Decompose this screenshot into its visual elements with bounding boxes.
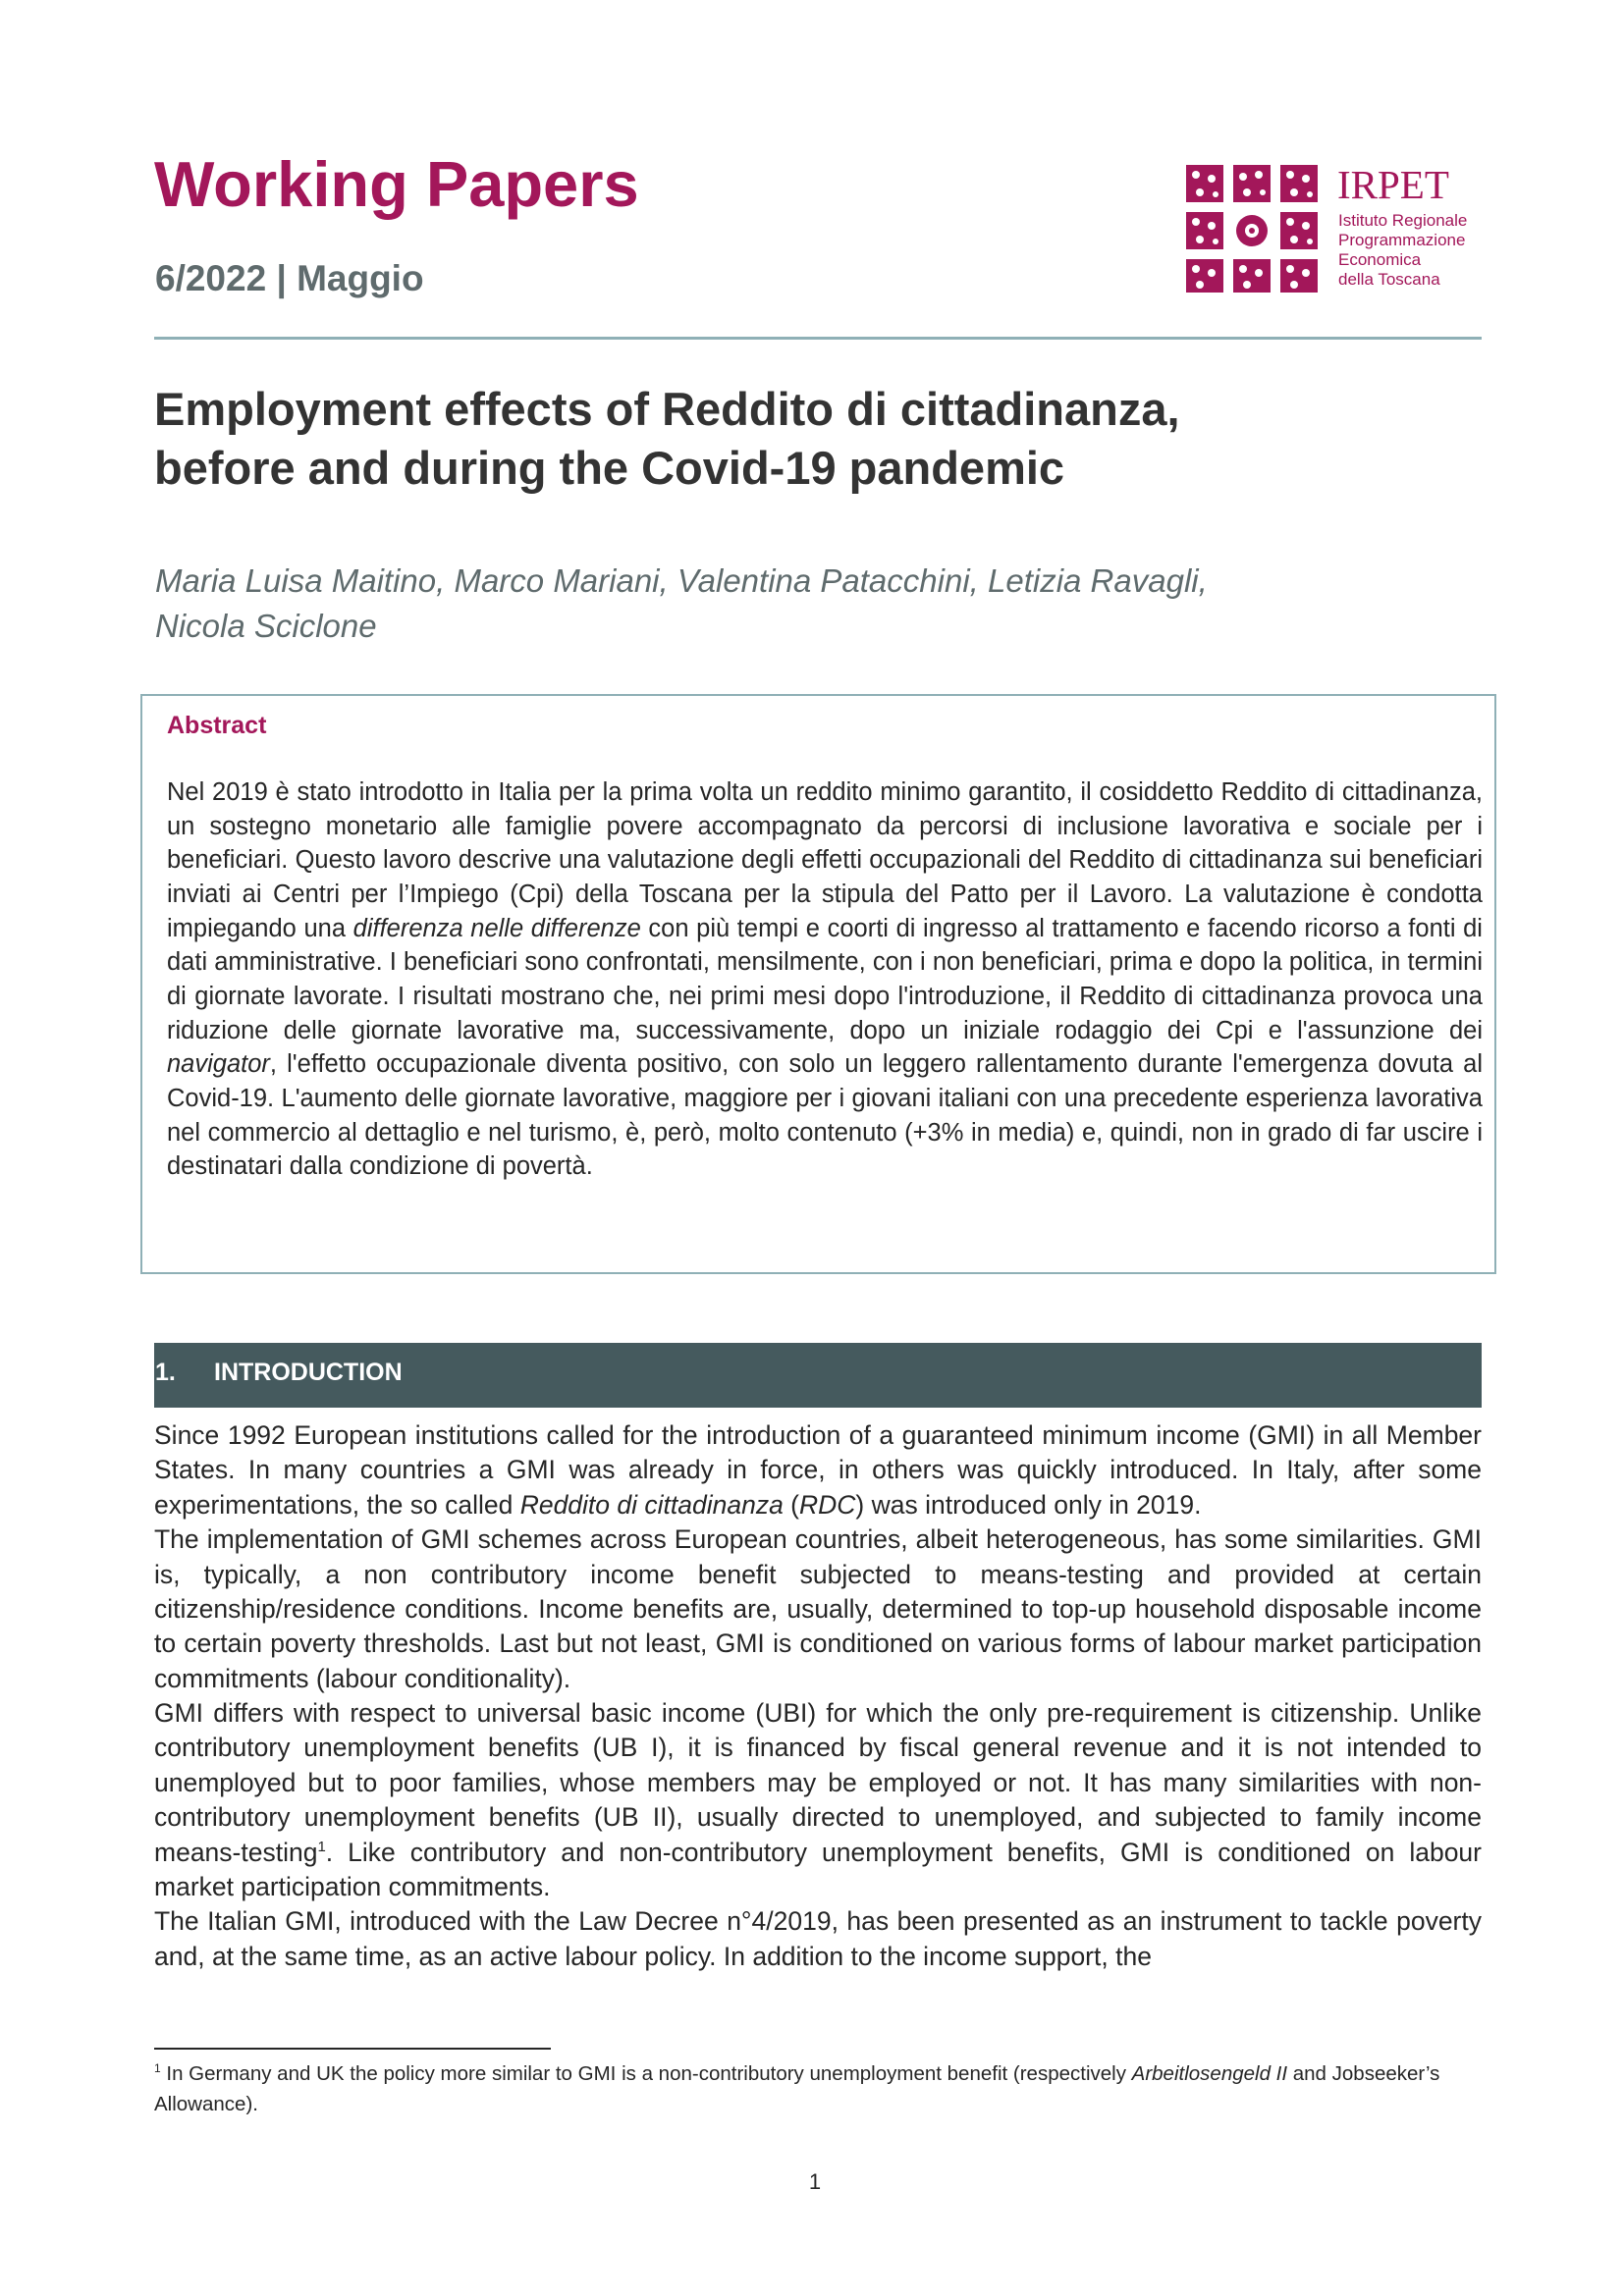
- footnote: [154, 2059, 1482, 2120]
- abstract-text-run: , l'effetto occupazionale diventa positivo, con solo un leggero rallentamento durante l'emergenza dovuta al Covid-19. L'aumento delle giornate lavorative, maggiore per i giovani italiani con una precedente esperienza lavorativa nel commercio al dettaglio e nel turismo, è, però, molto contenuto (+3% in media) e, quindi, non in grado di far uscire i destinatari dalla condizione di povertà.: [167, 1050, 1483, 1181]
- abstract-text-run: con più tempi e coorti di ingresso al trattamento e facendo ricorso a fonti di dati amministrative. I beneficiari sono confrontati, mensilmente, con i non beneficiari, prima e dopo la politica, in termini di giornate lavorate. I risultati mostrano che, nei primi mesi dopo l'introduzione, il Reddito di cittadinanza provoca una riduzione delle giornate lavorative ma, successivamente, dopo un iniziale rodaggio dei Cpi e l'assunzione dei: [167, 914, 1483, 1044]
- abstract-heading: Abstract: [167, 712, 267, 739]
- text-run: GMI differs with respect to universal basic income (UBI) for which the only pre-requirement is citizenship. Unlike contributory unemployment benefits (UB I), it is financed by fiscal general revenue and it is not intended to unemployed but to poor families, whose members may be employed or not. It has many similarities with non-contributory unemployment benefits (UB II), usually directed to unemployed, and subjected to family income means-testing: [154, 1698, 1482, 1867]
- abstract-text: [167, 775, 1483, 1184]
- footnote-marker: 1: [154, 2061, 161, 2076]
- footnote-italic-run: Arbeitlosengeld II: [1131, 2062, 1288, 2085]
- abstract-text-run: Nel 2019 è stato introdotto in Italia per la prima volta un reddito minimo garantito, il cosiddetto Reddito di cittadinanza, un sostegno monetario alle famiglie povere accompagnato da percorsi di inclusione lavorativa e sociale per i beneficiari. Questo lavoro descrive una valutazione degli effetti occupazionali del Reddito di cittadinanza sui beneficiari inviati ai Centri per l’Impiego (Cpi) della Toscana per la stipula del Patto per il Lavoro. La valutazione è condotta impiegando una: [167, 778, 1483, 942]
- author-line: Nicola Sciclone: [155, 608, 377, 645]
- logo-text-line: Economica: [1338, 250, 1422, 269]
- logo-acronym: IRPET: [1337, 162, 1449, 207]
- section-title: INTRODUCTION: [214, 1359, 403, 1386]
- logo-text-line: Istituto Regionale: [1338, 211, 1468, 230]
- section-number: 1.: [155, 1359, 176, 1386]
- series-title: Working Papers: [154, 148, 639, 220]
- issue-date: 6/2022 | Maggio: [155, 258, 424, 298]
- text-run: Since 1992 European institutions called for the introduction of a guaranteed minimum income (GMI) in all Member States. In many countries a GMI was already in force, in others was quickly introduced. In Italy, after some experimentations, the so called: [154, 1420, 1482, 1520]
- logo-text-line: della Toscana: [1338, 270, 1440, 289]
- author-list: [155, 559, 1490, 649]
- text-run: (: [783, 1489, 799, 1520]
- footnote-reference[interactable]: 1: [317, 1838, 326, 1855]
- abstract-italic-run: differenza nelle differenze: [352, 914, 641, 942]
- body-paragraph: The implementation of GMI schemes across European countries, albeit heterogeneous, has some similarities. GMI is, typically, a non contributory income benefit subjected to means-testing and provided at certain citizenship/residence conditions. Income benefits are, usually, determined to top-up household disposable income to certain poverty thresholds. Last but not least, GMI is conditioned on various forms of labour market participation commitments (labour conditionality).: [154, 1524, 1482, 1693]
- body-paragraph: The Italian GMI, introduced with the Law Decree n°4/2019, has been presented as an instrument to tackle poverty and, at the same time, as an active labour policy. In addition to the income support, the: [154, 1906, 1482, 1971]
- footnote-divider: [154, 2048, 551, 2050]
- italic-run: RDC: [799, 1489, 856, 1520]
- body-paragraph: [154, 1696, 1482, 1904]
- header-divider: [154, 337, 1482, 340]
- page-number: 1: [808, 2169, 822, 2194]
- footnote-text-run: and Jobseeker’s Allowance).: [154, 2062, 1440, 2115]
- italic-run: Reddito di cittadinanza: [519, 1489, 784, 1520]
- text-run: ) was introduced only in 2019.: [855, 1489, 1202, 1520]
- text-run: . Like contributory and non-contributory unemployment benefits, GMI is conditioned on labour market participation commitments.: [154, 1837, 1482, 1901]
- paper-title-line: Employment effects of Reddito di cittadinanza,: [154, 383, 1180, 435]
- introduction-body: [154, 1418, 1482, 1974]
- abstract-italic-run: navigator: [167, 1050, 270, 1079]
- author-line: Maria Luisa Maitino, Marco Mariani, Valentina Patacchini, Letizia Ravagli,: [155, 562, 1208, 599]
- logo-text-line: Programmazione: [1338, 231, 1466, 249]
- footnote-text-run: In Germany and UK the policy more similar to GMI is a non-contributory unemployment benefit (respectively: [160, 2062, 1132, 2085]
- paper-title: [154, 380, 1489, 497]
- body-paragraph: [154, 1418, 1482, 1522]
- paper-title-line: before and during the Covid-19 pandemic: [154, 441, 1065, 494]
